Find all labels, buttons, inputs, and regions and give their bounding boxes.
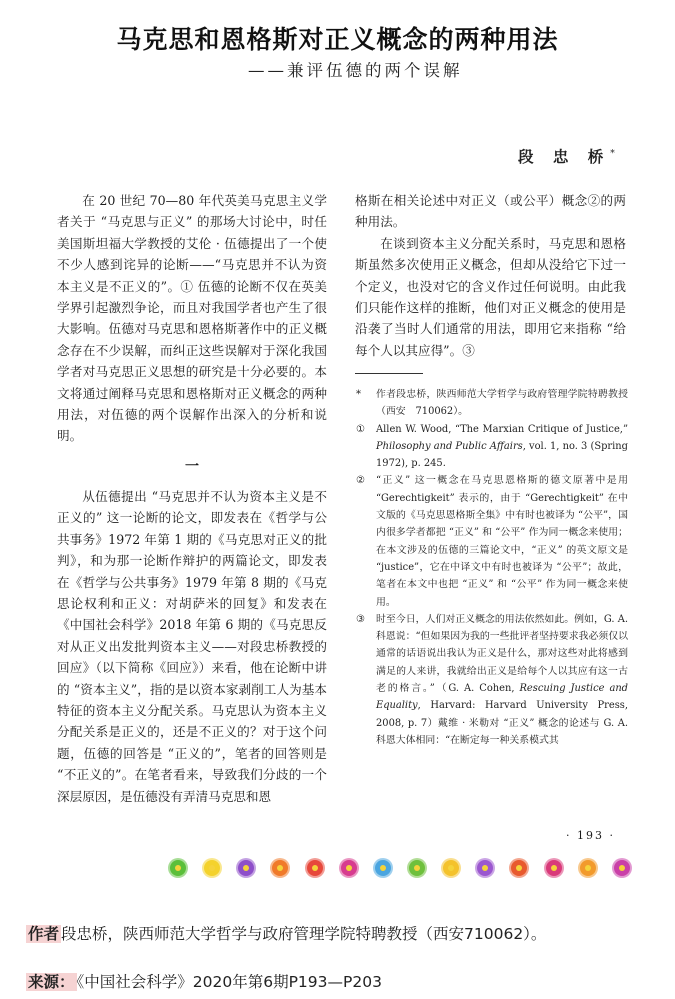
author-name: 段 忠 桥 (518, 147, 611, 166)
source-info-text: 《中国社会科学》2020年第6期P193—P203 (76, 973, 382, 991)
body-column-right (355, 190, 626, 361)
footnote-journal-title: Philosophy and Public Affairs (376, 440, 523, 452)
flower-icon (511, 860, 527, 876)
footnote-item (356, 386, 628, 421)
footnote-item (356, 421, 628, 473)
flower-icon (272, 860, 288, 876)
author-info (26, 922, 666, 944)
footnote-text-part: 时至今日，人们对正义概念的用法依然如此。例如，G. A. 科恩说：“但如果因为我的一些批评者坚持要求我必须仅以通常的话语说出我认为正义是什么，那对这些对此将感到满足的人来讲，我就给出正义是给每个人以其应有这一古老的格言。”（G. A. Cohen, (376, 613, 628, 695)
flower-icon (375, 860, 391, 876)
article-author (518, 145, 615, 167)
flower-icon (307, 860, 323, 876)
author-footnote-mark: * (610, 148, 615, 159)
paragraph-distribution: 在谈到资本主义分配关系时，马克思和恩格斯虽然多次使用正义概念，但却从没给它下过一个定义，也没对它的含义作过任何说明。由此我们只能作这样的推断，他们对正义概念的使用是沿袭了当时人们通常的用法，即用它来指称 “给每个人以其应得”。③ (355, 235, 626, 358)
footnote-text (376, 611, 628, 749)
footnote-text (376, 421, 628, 473)
body-column-left (57, 190, 327, 447)
flower-icon (477, 860, 493, 876)
footnote-item (356, 472, 628, 610)
body-column-left-section (57, 486, 327, 807)
flower-icon (614, 860, 630, 876)
paragraph-continued: 格斯在相关论述中对正义（或公平）概念②的两种用法。 (355, 193, 626, 230)
footnote-text-part: Allen W. Wood, “The Marxian Critique of Justice,” (376, 423, 628, 435)
source-info (26, 970, 666, 992)
footnote-text-part: , vol. 1, no. 3 (Spring 1972), p. 245. (376, 440, 628, 470)
page-number: · 193 · (566, 829, 615, 842)
article-subtitle: ——兼评伍德的两个误解 (248, 61, 463, 80)
flower-icon (170, 860, 186, 876)
flower-icon (238, 860, 254, 876)
flower-divider (170, 855, 630, 881)
footnote-mark: ① (356, 423, 365, 435)
footnote-text-part: , Harvard: Harvard University Press, 2008, p. 7）戴维 · 米勒对 “正义” 概念的论述与 G. A. 科恩大体相同：“在断定每一种关系模式其 (376, 700, 628, 746)
footnote-divider (355, 373, 423, 374)
footnote-mark: ③ (356, 613, 365, 625)
section-heading: 一 (185, 459, 199, 475)
flower-icon (341, 860, 357, 876)
paragraph-intro: 在 20 世纪 70—80 年代英美马克思主义学者关于 “马克思与正义” 的那场大讨论中，时任美国斯坦福大学教授的艾伦 · 伍德提出了一个使不少人感到诧异的论断——“马克思并不认为资本主义是不正义的”。① 伍德的论断不仅在英美学界引起激烈争论，而且对我国学者也产生了很大影响。伍德对马克思和恩格斯著作中的正义概念存在不少误解，而纠正这些误解对于深化我国学者对马克思正义思想的研究是十分必要的。本文将通过阐释马克思和恩格斯对正义概念的两种用法，对伍德的两个误解作出深入的分析和说明。 (57, 193, 327, 444)
footnote-text: 作者段忠桥，陕西师范大学哲学与政府管理学院特聘教授（西安 710062）。 (376, 389, 628, 418)
flower-icon (546, 860, 562, 876)
author-label: 作者 (28, 925, 60, 943)
footnote-mark: * (356, 389, 361, 400)
article-title: 马克思和恩格斯对正义概念的两种用法 (116, 25, 559, 54)
source-label: 来源： (28, 973, 75, 991)
footnote-mark: ② (356, 475, 365, 487)
footnote-text: “正义” 这一概念在马克思恩格斯的德文原著中是用 “Gerechtigkeit” 表示的，由于 “Gerechtigkeit” 在中文版的《马克思恩格斯全集》中有时也被译为 “公平”，国内很多学者都把 “正义” 和 “公平” 作为同一概念来使用；在本文涉及的伍德的三篇论文中，“正义” 的英文原文是 “justice”，它在中译文中有时也被译为 “公平”；故此，笔者在本文中也把 “正义” 和 “公平” 作为同一概念来使用。 (376, 475, 628, 608)
paragraph-section-one: 从伍德提出 “马克思并不认为资本主义是不正义的” 这一论断的论文，即发表在《哲学与公共事务》1972 年第 1 期的《马克思对正义的批判》，和为那一论断作辩护的两篇论文，即发表在《哲学与公共事务》1979 年第 8 期的《马克思论权利和正义：对胡萨米的回复》和发表在《中国社会科学》2018 年第 6 期的《马克思反对从正义出发批判资本主义——对段忠桥教授的回应》（以下简称《回应》）来看，他在论断中讲的 “资本主义”，指的是以资本家剥削工人为基本特征的资本主义分配关系。马克思认为资本主义分配关系是正义的，还是不正义的？对于这个问题，伍德的回答是 “正义的”，笔者的回答则是 “不正义的”。在笔者看来，导致我们分歧的一个深层原因，是伍德没有弄清马克思和恩 (57, 489, 327, 804)
flower-icon (204, 860, 220, 876)
footnotes (356, 386, 628, 749)
footnote-book-title: Rescuing Justice and Equality (376, 683, 629, 712)
flower-icon (409, 860, 425, 876)
footnote-item (356, 611, 628, 749)
flower-icon (580, 860, 596, 876)
flower-icon (443, 860, 459, 876)
author-info-text: 段忠桥，陕西师范大学哲学与政府管理学院特聘教授（西安710062）。 (61, 925, 547, 943)
